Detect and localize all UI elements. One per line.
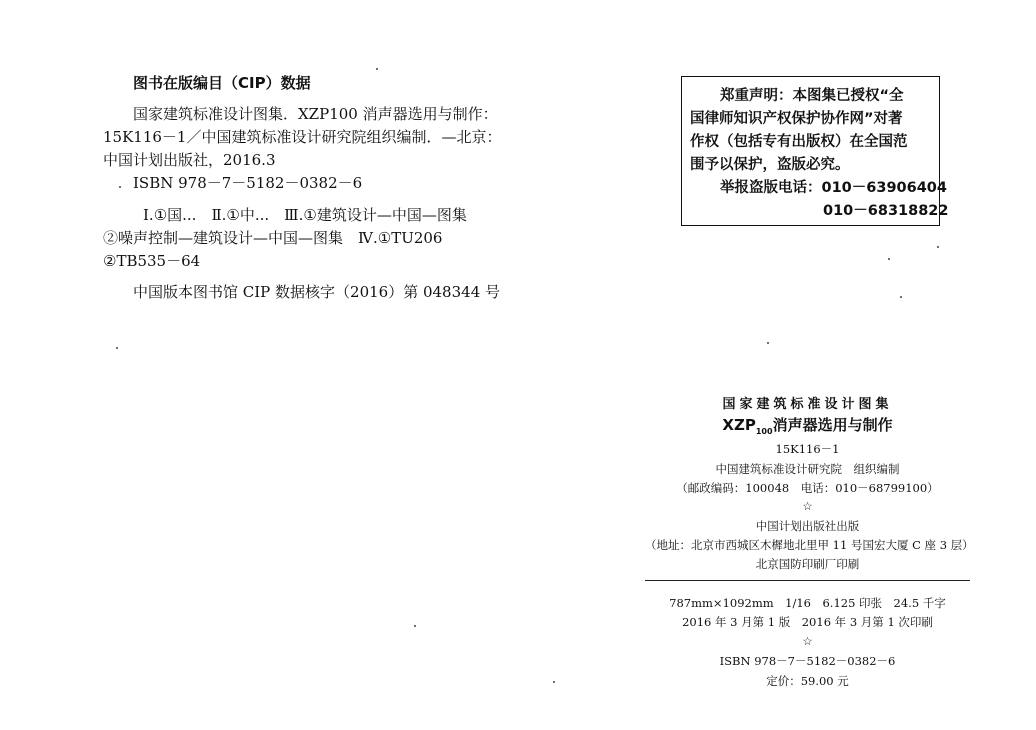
notice-phone-2: 010－68318822 [823,203,949,219]
imprint-isbn: ISBN 978－7－5182－0382－6 [719,654,896,668]
edition-info: 2016 年 3 月第 1 版 2016 年 3 月第 1 次印刷 [682,615,933,629]
series-name: 国家建筑标准设计图集 [722,397,893,412]
scan-speck [376,68,378,70]
star-icon: ☆ [802,634,813,648]
scan-speck [937,246,939,248]
scan-speck [116,347,118,349]
cip-isbn: ISBN 978－7－5182－0382－6 [133,174,363,192]
scan-speck [900,296,902,298]
cip-line-2: 15K116－1／中国建筑标准设计研究院组织编制．—北京： [103,128,502,146]
notice-line-2: 国律师知识产权保护协作网”对著 [690,111,903,127]
notice-line-1: 郑重声明：本图集已授权“全 [720,88,904,104]
scan-speck [888,258,890,260]
copyright-notice-box [681,76,949,226]
book-title-prefix: XZP [722,416,756,434]
cip-line-1: 国家建筑标准设计图集．XZP100 消声器选用与制作： [133,105,498,123]
cip-classification-1: Ⅰ.①国... Ⅱ.①中... Ⅲ.①建筑设计—中国—图集 [143,206,467,224]
cip-record-number: 中国版本图书馆 CIP 数据核字（2016）第 048344 号 [133,283,501,301]
book-title-rest: 消声器选用与制作 [772,416,893,434]
star-icon: ☆ [802,499,813,513]
cip-heading: 图书在版编目（CIP）数据 [133,74,311,92]
notice-phone-1: 举报盗版电话：010－63906404 [720,180,947,196]
publisher-address: （地址：北京市西城区木樨地北里甲 11 号国宏大厦 C 座 3 层） [645,538,974,552]
book-title-subscript: 100 [755,427,773,436]
printer: 北京国防印刷厂印刷 [755,557,860,571]
scan-speck [414,625,416,627]
price: 定价：59.00 元 [766,674,849,688]
cip-classification-3: ②TB535－64 [103,252,201,270]
book-title [645,414,970,436]
cip-classification-2: ②噪声控制—建筑设计—中国—图集 Ⅳ.①TU206 [103,229,443,247]
publisher: 中国计划出版社出版 [755,519,860,533]
imprint-divider [645,580,970,581]
notice-line-4: 围予以保护，盗版必究。 [690,157,850,173]
scan-speck [119,186,121,188]
notice-line-3: 作权（包括专有出版权）在全国范 [690,134,908,150]
book-code: 15K116－1 [775,442,840,456]
scan-speck [553,681,555,683]
scan-speck [767,342,769,344]
compiler: 中国建筑标准设计研究院 组织编制 [715,462,900,476]
print-specs: 787mm×1092mm 1/16 6.125 印张 24.5 千字 [669,596,946,610]
cip-line-3: 中国计划出版社，2016.3 [103,151,276,169]
compiler-contact: （邮政编码：100048 电话：010－68799100） [676,481,939,495]
